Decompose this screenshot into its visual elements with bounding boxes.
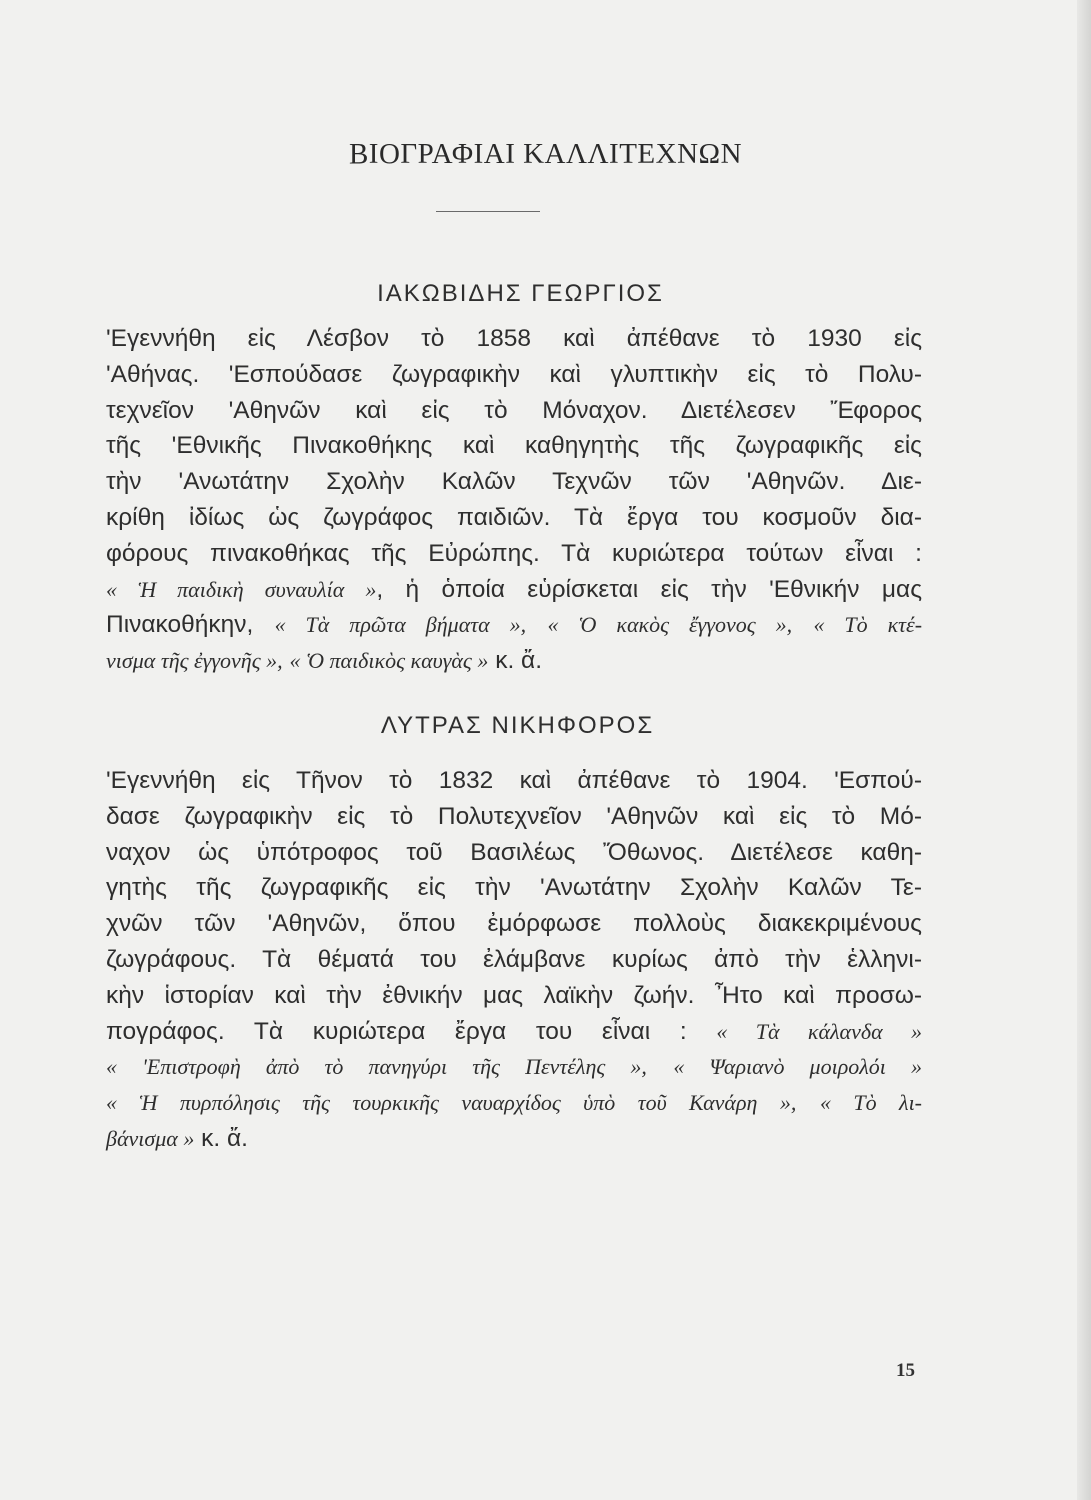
artwork-title: « Ὁ παιδικὸς καυγὰς » bbox=[289, 648, 489, 674]
page-number: 15 bbox=[896, 1360, 915, 1381]
text-line: κρίθη ἰδίως ὡς ζωγράφος παιδιῶν. Τὰ ἔργα του κοσμοῦν δια- bbox=[106, 503, 922, 531]
biography-lytras bbox=[106, 763, 922, 1157]
artist-name-lytras: ΛΥΤΡΑΣ ΝΙΚΗΦΟΡΟΣ bbox=[380, 712, 655, 739]
text-line bbox=[106, 643, 922, 679]
artwork-title: « Ὁ κακὸς ἔγγονος », bbox=[547, 612, 793, 638]
text-line bbox=[106, 1121, 922, 1157]
text-fragment: Πινακοθήκην, bbox=[106, 611, 254, 639]
artwork-title: « Ψαριανὸ μοιρολόι » bbox=[673, 1054, 922, 1080]
artwork-title: βάνισμα » bbox=[106, 1125, 195, 1151]
artist-name-iakovidis: ΙΑΚΩΒΙΔΗΣ ΓΕΩΡΓΙΟΣ bbox=[377, 280, 664, 307]
artwork-title: « Ἡ παιδικὴ συναυλία » bbox=[106, 576, 377, 602]
text-line bbox=[106, 1085, 922, 1121]
artwork-title: « 'Επιστροφὴ ἀπὸ τὸ πανηγύρι τῆς Πεντέλης », bbox=[106, 1054, 647, 1080]
text-line: ζωγράφους. Τὰ θέματά του ἐλάμβανε κυρίως ἀπὸ τὴν ἑλληνι- bbox=[106, 945, 922, 973]
text-line: τὴν 'Ανωτάτην Σχολὴν Καλῶν Τεχνῶν τῶν 'Αθηνῶν. Διε- bbox=[106, 468, 922, 496]
artwork-title: νισμα τῆς ἐγγονῆς », bbox=[106, 648, 283, 674]
text-line: δασε ζωγραφικὴν εἰς τὸ Πολυτεχνεῖον 'Αθηνῶν καὶ εἰς τὸ Μό- bbox=[106, 802, 922, 830]
text-fragment: κ. ἄ. bbox=[201, 1124, 248, 1152]
text-line bbox=[106, 572, 922, 608]
page-title: ΒΙΟΓΡΑΦΙΑΙ ΚΑΛΛΙΤΕΧΝΩΝ bbox=[348, 138, 743, 170]
page-edge bbox=[1077, 0, 1091, 1500]
artwork-title: « Τὸ λι- bbox=[820, 1090, 923, 1116]
text-line: γητὴς τῆς ζωγραφικῆς εἰς τὴν 'Ανωτάτην Σχολὴν Καλῶν Τε- bbox=[106, 874, 922, 902]
text-line: τῆς 'Εθνικῆς Πινακοθήκης καὶ καθηγητὴς τῆς ζωγραφικῆς εἰς bbox=[106, 432, 922, 460]
text-line: φόρους πινακοθήκας τῆς Εὐρώπης. Τὰ κυριώτερα τούτων εἶναι : bbox=[106, 539, 922, 567]
text-line: 'Εγεννήθη εἰς Λέσβον τὸ 1858 καὶ ἀπέθανε τὸ 1930 εἰς bbox=[106, 325, 922, 352]
artwork-title: « Τὰ πρῶτα βήματα », bbox=[274, 612, 527, 638]
title-divider bbox=[436, 211, 540, 212]
biography-iakovidis bbox=[106, 321, 922, 679]
text-line: 'Αθήνας. 'Εσπούδασε ζωγραφικὴν καὶ γλυπτικὴν εἰς τὸ Πολυ- bbox=[106, 360, 922, 388]
artwork-title: « Τὰ κάλανδα » bbox=[716, 1018, 923, 1044]
text-line bbox=[106, 1049, 922, 1085]
text-fragment: , ἡ ὁποία εὑρίσκεται εἰς τὴν 'Εθνικήν μας bbox=[376, 575, 922, 603]
text-fragment: πογράφος. Τὰ κυριώτερα ἔργα του εἶναι : bbox=[106, 1017, 687, 1045]
text-line: χνῶν τῶν 'Αθηνῶν, ὅπου ἐμόρφωσε πολλοὺς διακεκριμένους bbox=[106, 910, 922, 938]
text-fragment: κ. ἄ. bbox=[495, 647, 543, 675]
text-line: 'Εγεννήθη εἰς Τῆνον τὸ 1832 καὶ ἀπέθανε τὸ 1904. 'Εσπού- bbox=[106, 767, 922, 794]
text-line: τεχνεῖον 'Αθηνῶν καὶ εἰς τὸ Μόναχον. Διετέλεσεν Ἔφορος bbox=[106, 396, 922, 424]
artwork-title: « Τὸ κτέ- bbox=[813, 612, 923, 638]
text-line bbox=[106, 1014, 922, 1050]
text-line: ναχον ὡς ὑπότροφος τοῦ Βασιλέως Ὄθωνος. Διετέλεσε καθη- bbox=[106, 838, 922, 866]
text-line: κὴν ἱστορίαν καὶ τὴν ἐθνικήν μας λαϊκὴν ζωήν. Ἦτο καὶ προσω- bbox=[106, 981, 922, 1009]
text-line bbox=[106, 607, 922, 643]
artwork-title: « Ἡ πυρπόλησις τῆς τουρκικῆς ναυαρχίδος ὑπὸ τοῦ Κανάρη », bbox=[106, 1090, 797, 1116]
